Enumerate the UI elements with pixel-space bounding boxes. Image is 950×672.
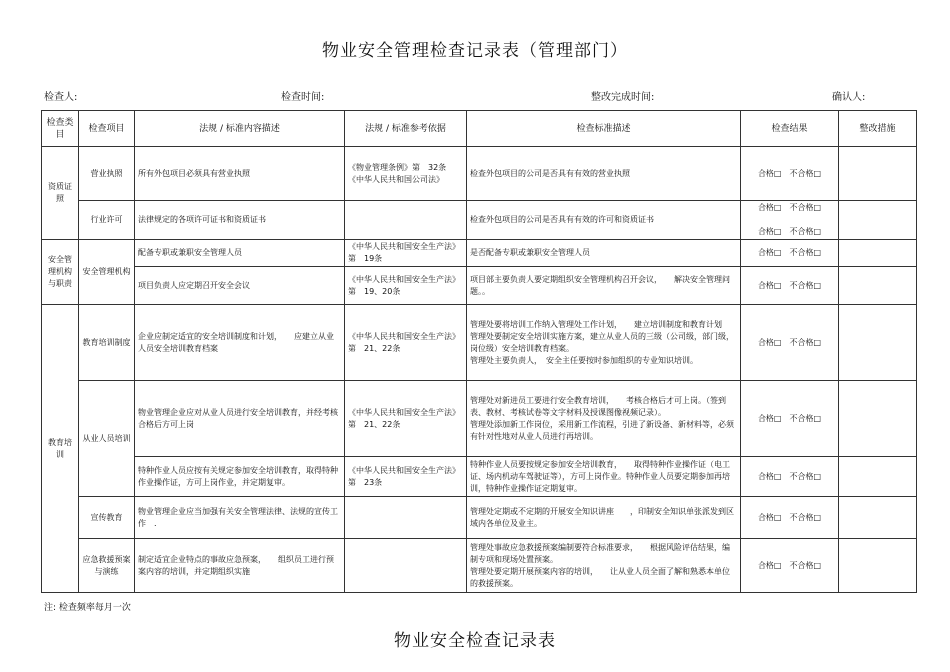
measures-cell	[839, 497, 917, 539]
std-cell: 管理处事故应急救援预案编制要符合标准要求， 根据风险评估结果，编制专项和现场处置预案。 管理处要定期开展预案内容的培训， 让从业人员全面了解和熟悉本单位的救援预案。	[467, 539, 741, 593]
desc-cell: 特种作业人员应按有关规定参加安全培训教育，取得特种作业操作证，方可上岗作业，并定期复审。	[135, 457, 345, 497]
result-cell: 合格□ 不合格□	[741, 497, 839, 539]
header-reference: 法规 / 标准参考依据	[345, 111, 467, 147]
item-cell: 从业人员培训	[79, 381, 135, 497]
category-cell: 教育培训	[42, 305, 79, 593]
desc-cell: 项目负责人应定期召开安全会议	[135, 267, 345, 305]
std-cell: 检查外包项目的公司是否具有有效的许可和资质证书	[467, 201, 741, 240]
desc-cell: 物业管理企业应当加强有关安全管理法律、法规的宣传工作 .	[135, 497, 345, 539]
result-cell: 合格□ 不合格□	[741, 305, 839, 381]
measures-cell	[839, 381, 917, 457]
item-cell: 教育培训制度	[79, 305, 135, 381]
table-row	[42, 381, 917, 457]
header-item: 检查项目	[79, 111, 135, 147]
table-row	[42, 497, 917, 539]
item-cell: 宣传教育	[79, 497, 135, 539]
header-standard: 检查标准描述	[467, 111, 741, 147]
desc-cell: 制定适宜企业特点的事故应急预案， 组织员工进行预案内容的培训，并定期组织实施	[135, 539, 345, 593]
result-cell: 合格□ 不合格□	[741, 539, 839, 593]
desc-cell: 配备专职或兼职安全管理人员	[135, 240, 345, 267]
table-row	[42, 267, 917, 305]
result-cell: 合格□ 不合格□	[741, 267, 839, 305]
desc-cell: 企业应制定适宜的安全培训制度和计划， 应建立从业人员安全培训教育档案	[135, 305, 345, 381]
measures-cell	[839, 539, 917, 593]
measures-cell	[839, 240, 917, 267]
table-header-row	[42, 111, 917, 147]
rectification-deadline-label: 整改完成时间:	[591, 92, 655, 103]
table-row	[42, 539, 917, 593]
measures-cell	[839, 305, 917, 381]
category-cell: 安全管理机构与职责	[42, 240, 79, 305]
ref-cell: 《中华人民共和国安全生产法》第 23条	[345, 457, 467, 497]
ref-cell: 《中华人民共和国安全生产法》第 19条	[345, 240, 467, 267]
ref-cell: 《中华人民共和国安全生产法》第 21、22条	[345, 381, 467, 457]
header-category: 检查类目	[42, 111, 79, 147]
measures-cell	[839, 147, 917, 201]
result-cell: 合格□ 不合格□	[741, 457, 839, 497]
item-cell: 行业许可	[79, 201, 135, 240]
result-cell: 合格□ 不合格□ 合格□ 不合格□	[741, 201, 839, 240]
desc-cell: 所有外包项目必须具有营业执照	[135, 147, 345, 201]
ref-cell	[345, 539, 467, 593]
confirmer-label: 确认人:	[832, 92, 866, 103]
result-cell: 合格□ 不合格□	[741, 381, 839, 457]
measures-cell	[839, 267, 917, 305]
secondary-title: 物业安全检查记录表	[394, 631, 556, 651]
std-cell: 项目部主要负责人要定期组织安全管理机构召开会议， 解决安全管理问题。。	[467, 267, 741, 305]
table-row	[42, 305, 917, 381]
table-row	[42, 240, 917, 267]
result-cell: 合格□ 不合格□	[741, 147, 839, 201]
item-cell: 应急救援预案与演练	[79, 539, 135, 593]
measures-cell	[839, 457, 917, 497]
inspection-time-label: 检查时间:	[281, 92, 325, 103]
std-cell: 特种作业人员要按规定参加安全培训教育， 取得特种作业操作证（电工证、场内机动车驾驶证等），方可上岗作业。特种作业人员要定期参加再培训，特种作业操作证定期复审。	[467, 457, 741, 497]
page-title: 物业安全管理检查记录表（管理部门）	[322, 41, 628, 61]
header-measures: 整改措施	[839, 111, 917, 147]
category-cell: 资质证照	[42, 147, 79, 240]
ref-cell: 《中华人民共和国安全生产法》第 19、20条	[345, 267, 467, 305]
inspector-label: 检查人:	[44, 92, 78, 103]
result-cell: 合格□ 不合格□	[741, 240, 839, 267]
item-cell: 安全管理机构	[79, 240, 135, 305]
item-cell: 营业执照	[79, 147, 135, 201]
ref-cell: 《物业管理条例》第 32条 《中华人民共和国公司法》	[345, 147, 467, 201]
table-row	[42, 457, 917, 497]
ref-cell	[345, 201, 467, 240]
inspection-table	[41, 110, 917, 593]
frequency-note: 注: 检查频率每月一次	[44, 603, 131, 613]
ref-cell	[345, 497, 467, 539]
std-cell: 管理处对新进员工要进行安全教育培训， 考核合格后才可上岗。（签到表、教材、考核试卷等文字材料及授课图像视频记录）。 管理处添加新工作岗位，采用新工作流程，引进了新设备、新材料等，必须有针对性地对从业人员进行再培训。	[467, 381, 741, 457]
measures-cell	[839, 201, 917, 240]
table-row	[42, 201, 917, 240]
header-result: 检查结果	[741, 111, 839, 147]
desc-cell: 法律规定的各项许可证书和资质证书	[135, 201, 345, 240]
std-cell: 管理处要将培训工作纳入管理处工作计划， 建立培训制度和教育计划 管理处要制定安全培训实施方案，建立从业人员的三级（公司级，部门级，岗位级）安全培训教育档案。 管理处主要负责人， 安全主任要按时参加组织的专业知识培训。	[467, 305, 741, 381]
ref-cell: 《中华人民共和国安全生产法》第 21、22条	[345, 305, 467, 381]
std-cell: 检查外包项目的公司是否具有有效的营业执照	[467, 147, 741, 201]
table-row	[42, 147, 917, 201]
std-cell: 管理处定期或不定期的开展安全知识讲座 ，印制安全知识单张派发到区域内各单位及业主。	[467, 497, 741, 539]
header-description: 法规 / 标准内容描述	[135, 111, 345, 147]
desc-cell: 物业管理企业应对从业人员进行安全培训教育，并经考核合格后方可上岗	[135, 381, 345, 457]
std-cell: 是否配备专职或兼职安全管理人员	[467, 240, 741, 267]
